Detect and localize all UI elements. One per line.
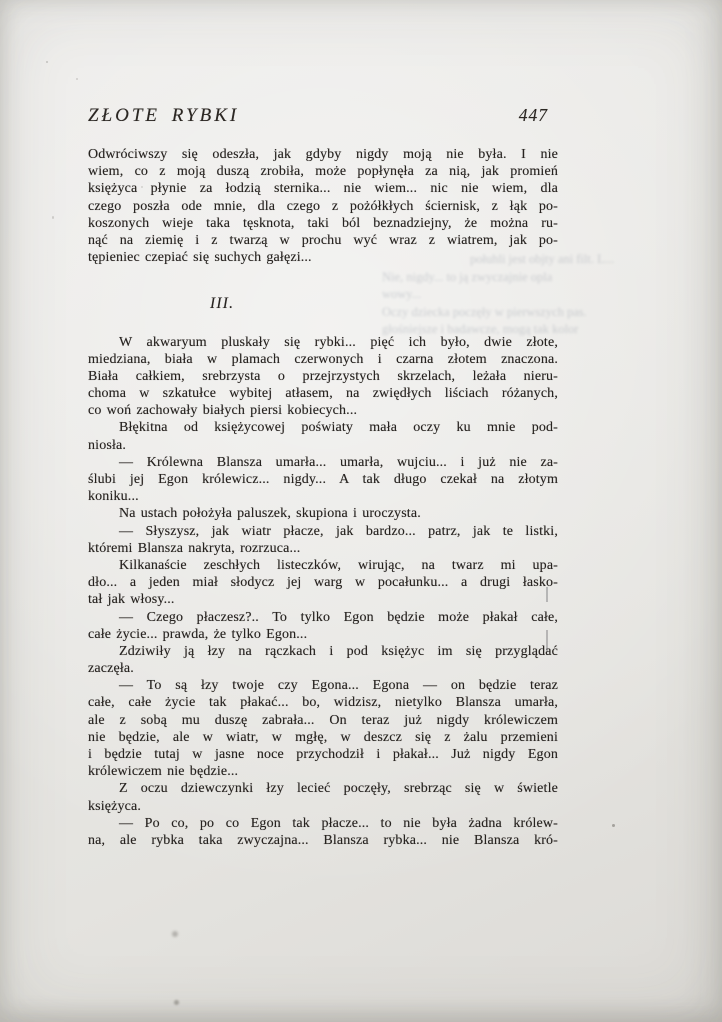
paragraph [88,677,558,780]
text-line: królewiczem nie będzie... [88,764,239,780]
bleedthrough-line: głośniejsze i badawcze, mogą tak kolor [382,322,579,337]
running-header [88,105,558,127]
text-line: Na ustach położyła paluszek, skupiona i uroczysta. [119,506,421,522]
paragraph [88,334,558,420]
text-line: miedziana, biała w plamach czerwonych i czarna złotem znaczona. [88,351,558,367]
text-line: wiem, co z moją duszą zrobiła, może popłynęła za nią, jak promień [88,164,558,180]
text-line: — Królewna Blansza umarła... umarła, wujciu... i już nie za- [119,454,558,470]
paragraph [88,609,558,643]
text-line: Zdziwiły ją łzy na rączkach i pod księżyc im się przyglądać [119,643,558,659]
text-line: niosła. [88,437,126,453]
paragraph [88,505,558,522]
text-line: co woń zachowały białych piersi kobiecych... [88,403,358,419]
text-line: Kilkanaście zeschłych listeczków, wirując, na twarz mi upa- [119,557,558,573]
text-line: tępieniec czepiać się suchych gałęzi... [88,250,312,266]
text-line: i będzie tutaj w jasne noce przychodził i płakał... Już nigdy Egon [88,747,558,762]
text-line: całe, całe życie tak płakać... bo, widzisz, nietylko Blansza umarła, [88,695,558,711]
text-line: Biała całkiem, srebrzysta o przejrzystych skrzelach, leżała nieru- [88,368,558,384]
text-line: — Po co, po co Egon tak płacze... to nie była żadna królew- [119,815,558,831]
text-line: — To są łzy twoje czy Egona... Egona — on będzie teraz [119,678,558,694]
text-line: koszonych wieje taka tęsknota, taki ból beznadziejny, że można ru- [88,215,558,231]
text-line: dło... a jeden miał słodycz jej warg w pocałunku... a drugi łasko- [88,575,558,591]
paper-speck [76,78,78,80]
section-heading: III. [210,295,235,313]
page-number: 447 [518,105,548,125]
paragraph [88,557,558,609]
paragraph [88,643,558,677]
text-line: na, ale rybka taka zwyczajna... Blansza rybka... nie Blansza kró- [88,832,558,848]
paper-speck [52,216,54,219]
text-line: księżyca. [88,798,142,814]
paper-speck [612,824,615,827]
text-line: księżyca płynie za łodzią sternika... nie wiem... nic nie wiem, dla [88,181,558,197]
text-line: tał jak włosy... [88,592,175,608]
text-line: ale z sobą mu duszę zabrała... On teraz już nigdy królewiczem [88,712,558,728]
bleedthrough-line: wowy... [382,287,422,302]
text-line: choma w szkatułce wybitej atłasem, na zwiędłych liściach różanych, [88,386,558,402]
text-line: nie będzie, ale w wiatr, w mgłę, w deszcz się z żalu przemieni [88,729,558,745]
paper-speck [46,61,48,63]
paper-speck [172,931,178,937]
text-line: — Słyszysz, jak wiatr płacze, jak bardzo... patrz, jak te listki, [119,523,558,539]
text-line: Odwróciwszy się odeszła, jak gdyby nigdy moją nie była. I nie [88,147,558,162]
paragraph [88,523,558,557]
text-line: W akwaryum pluskały się rybki... pięć ich było, dwie złote, [119,334,558,350]
paragraph [88,780,558,814]
text-line: zaczęła. [88,661,134,677]
paragraph [88,815,558,849]
bleedthrough-line: połuhli jest objty ani filt. L... [470,252,615,266]
paragraph [88,454,558,506]
text-line: Błękitna od księżycowej poświaty mała oczy ku mnie pod- [119,420,558,436]
text-line: któremi Blansza nakryta, rozrzuca... [88,540,301,556]
page-title: ZŁOTE RYBKI [88,105,240,126]
paragraph [88,146,558,266]
text-line: koniku... [88,489,139,505]
bleedthrough-line: Oczy dziecka poczęły w pierwszych pas. [382,304,587,319]
text-line: — Czego płaczesz?.. To tylko Egon będzie może płakał całe, [119,609,558,625]
text-line: Z oczu dziewczynki łzy lecieć poczęły, srebrząc się w świetle [119,781,558,797]
body-text [88,146,558,849]
bleedthrough-line: Nie, nigdy... to ją zwyczajnie opla [382,269,553,284]
paragraph [88,419,558,453]
text-line: nąć na ziemię i z twarzą w prochu wyć wraz z wiatrem, jak po- [88,232,558,248]
paper-speck [174,1000,179,1005]
text-line: ślubi jej Egon królewicz... nigdy... A tak długo czekał na złotym [88,472,558,487]
text-line: czego poszła ode mnie, dla czego z pożółkłych ściernisk, z łąk po- [88,198,558,214]
text-line: całe życie... prawda, że tylko Egon... [88,626,308,642]
